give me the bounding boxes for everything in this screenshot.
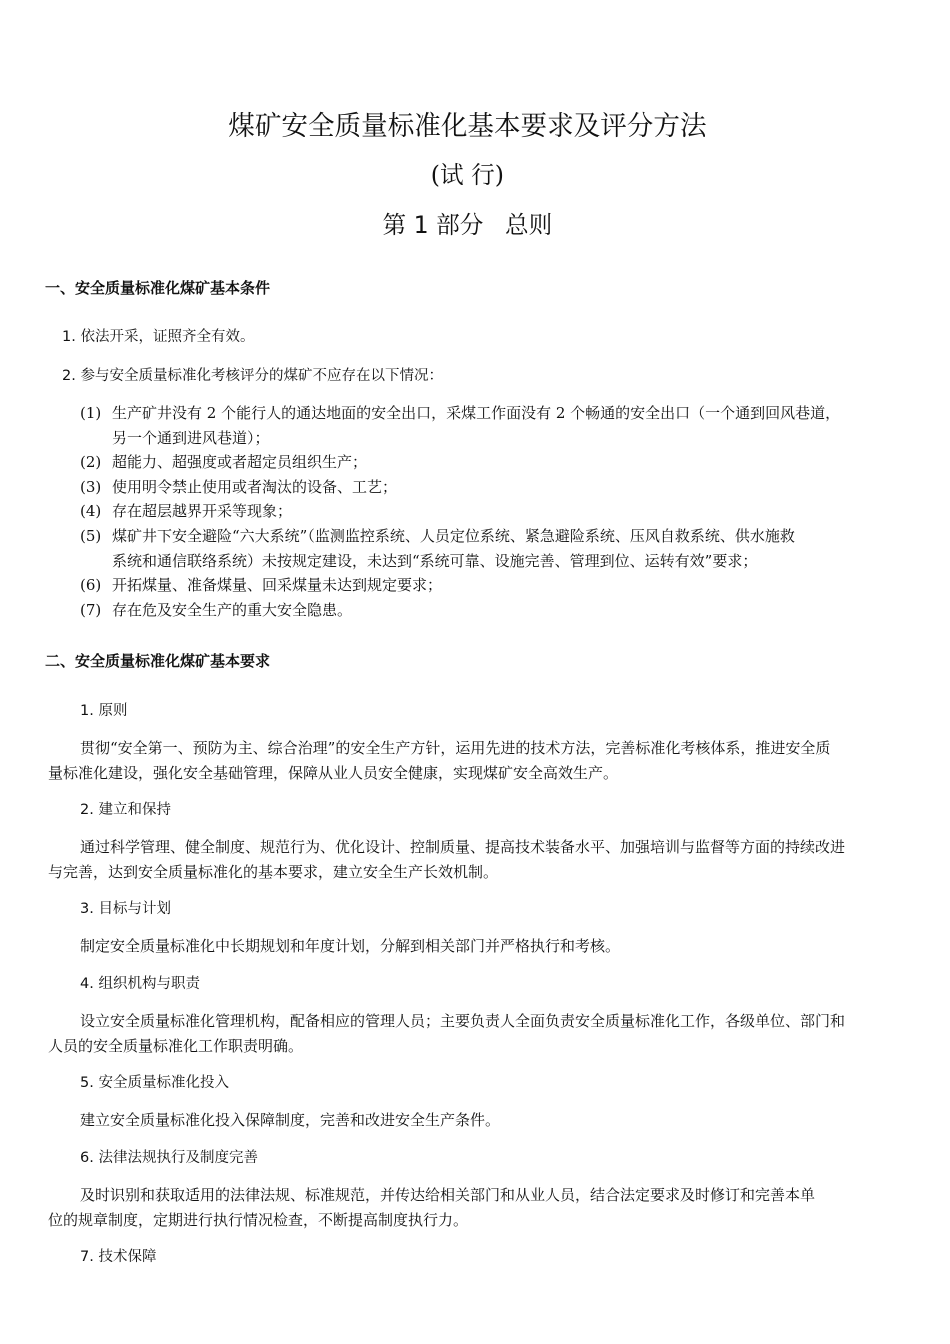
list-item-text: 存在超层越界开采等现象； (112, 502, 293, 520)
list-item-text: 超能力、超强度或者超定员组织生产； (112, 453, 368, 471)
subsection-label: 5. 安全质量标准化投入 (80, 1075, 229, 1091)
list-item (80, 524, 930, 573)
list-item (80, 475, 930, 500)
list-item-number: (4) (80, 502, 102, 520)
list-item-number: (7) (80, 601, 102, 619)
paragraph-line: 制定安全质量标准化中长期规划和年度计划，分解到相关部门并严格执行和考核。 (80, 937, 621, 955)
subsection-label: 3. 目标与计划 (80, 901, 171, 917)
list-item (80, 450, 930, 475)
part-name: 总则 (505, 211, 553, 239)
paragraph-line: 与完善，达到安全质量标准化的基本要求，建立安全生产长效机制。 (48, 863, 499, 881)
list-item (80, 573, 930, 598)
list-item-number: (1) (80, 404, 102, 422)
document-subtitle: (试 行) (430, 161, 504, 189)
list-item-number: (2) (80, 453, 102, 471)
list-item-text: 开拓煤量、准备煤量、回采煤量未达到规定要求； (112, 576, 443, 594)
list-item-text: 生产矿井没有 2 个能行人的通达地面的安全出口，采煤工作面没有 2 个畅通的安全出口（一个通到回风巷道， (112, 404, 841, 422)
subsection-label: 6. 法律法规执行及制度完善 (80, 1150, 258, 1166)
subsection-label: 7. 技术保障 (80, 1249, 157, 1265)
condition-1: 1. 依法开采，证照齐全有效。 (62, 329, 255, 345)
list-item-text: 煤矿井下安全避险“六大系统”（监测监控系统、人员定位系统、紧急避险系统、压风自救系统、供水施救 (112, 527, 795, 545)
section-heading: 一、安全质量标准化煤矿基本条件 (45, 279, 271, 297)
condition-2: 2. 参与安全质量标准化考核评分的煤矿不应存在以下情况： (62, 368, 443, 384)
list-item (80, 401, 930, 450)
paragraph-line: 及时识别和获取适用的法律法规、标准规范，并传达给相关部门和从业人员，结合法定要求及时修订和完善本单 (80, 1186, 816, 1204)
list-item-number: (5) (80, 527, 102, 545)
paragraph-line: 通过科学管理、健全制度、规范行为、优化设计、控制质量、提高技术装备水平、加强培训与监督等方面的持续改进 (80, 838, 846, 856)
list-item-number: (6) (80, 576, 102, 594)
list-item (80, 598, 930, 623)
paragraph-line: 位的规章制度，定期进行执行情况检查，不断提高制度执行力。 (48, 1211, 469, 1229)
list-item-text-continued: 另一个通到进风巷道）； (112, 428, 270, 447)
paragraph-line: 人员的安全质量标准化工作职责明确。 (48, 1037, 304, 1055)
subsection-label: 4. 组织机构与职责 (80, 976, 200, 992)
section-heading: 二、安全质量标准化煤矿基本要求 (45, 652, 271, 670)
document-title: 煤矿安全质量标准化基本要求及评分方法 (228, 111, 707, 142)
paragraph-line: 建立安全质量标准化投入保障制度，完善和改进安全生产条件。 (80, 1111, 501, 1129)
part-heading (0, 208, 935, 242)
paragraph-line: 量标准化建设，强化安全基础管理，保障从业人员安全健康，实现煤矿安全高效生产。 (48, 764, 619, 782)
list-item-number: (3) (80, 478, 102, 496)
list-item-text-continued: 系统和通信联络系统）未按规定建设，未达到“系统可靠、设施完善、管理到位、运转有效”要求； (112, 551, 758, 570)
subsection-label: 2. 建立和保持 (80, 802, 171, 818)
list-item (80, 499, 930, 524)
part-number: 第 1 部分 (382, 211, 484, 239)
list-item-text: 使用明令禁止使用或者淘汰的设备、工艺； (112, 478, 398, 496)
list-item-text: 存在危及安全生产的重大安全隐患。 (112, 601, 353, 619)
paragraph-line: 贯彻“安全第一、预防为主、综合治理”的安全生产方针，运用先进的技术方法，完善标准化考核体系，推进安全质 (80, 739, 831, 757)
paragraph-line: 设立安全质量标准化管理机构，配备相应的管理人员；主要负责人全面负责安全质量标准化工作，各级单位、部门和 (80, 1012, 846, 1030)
subsection-label: 1. 原则 (80, 703, 128, 719)
